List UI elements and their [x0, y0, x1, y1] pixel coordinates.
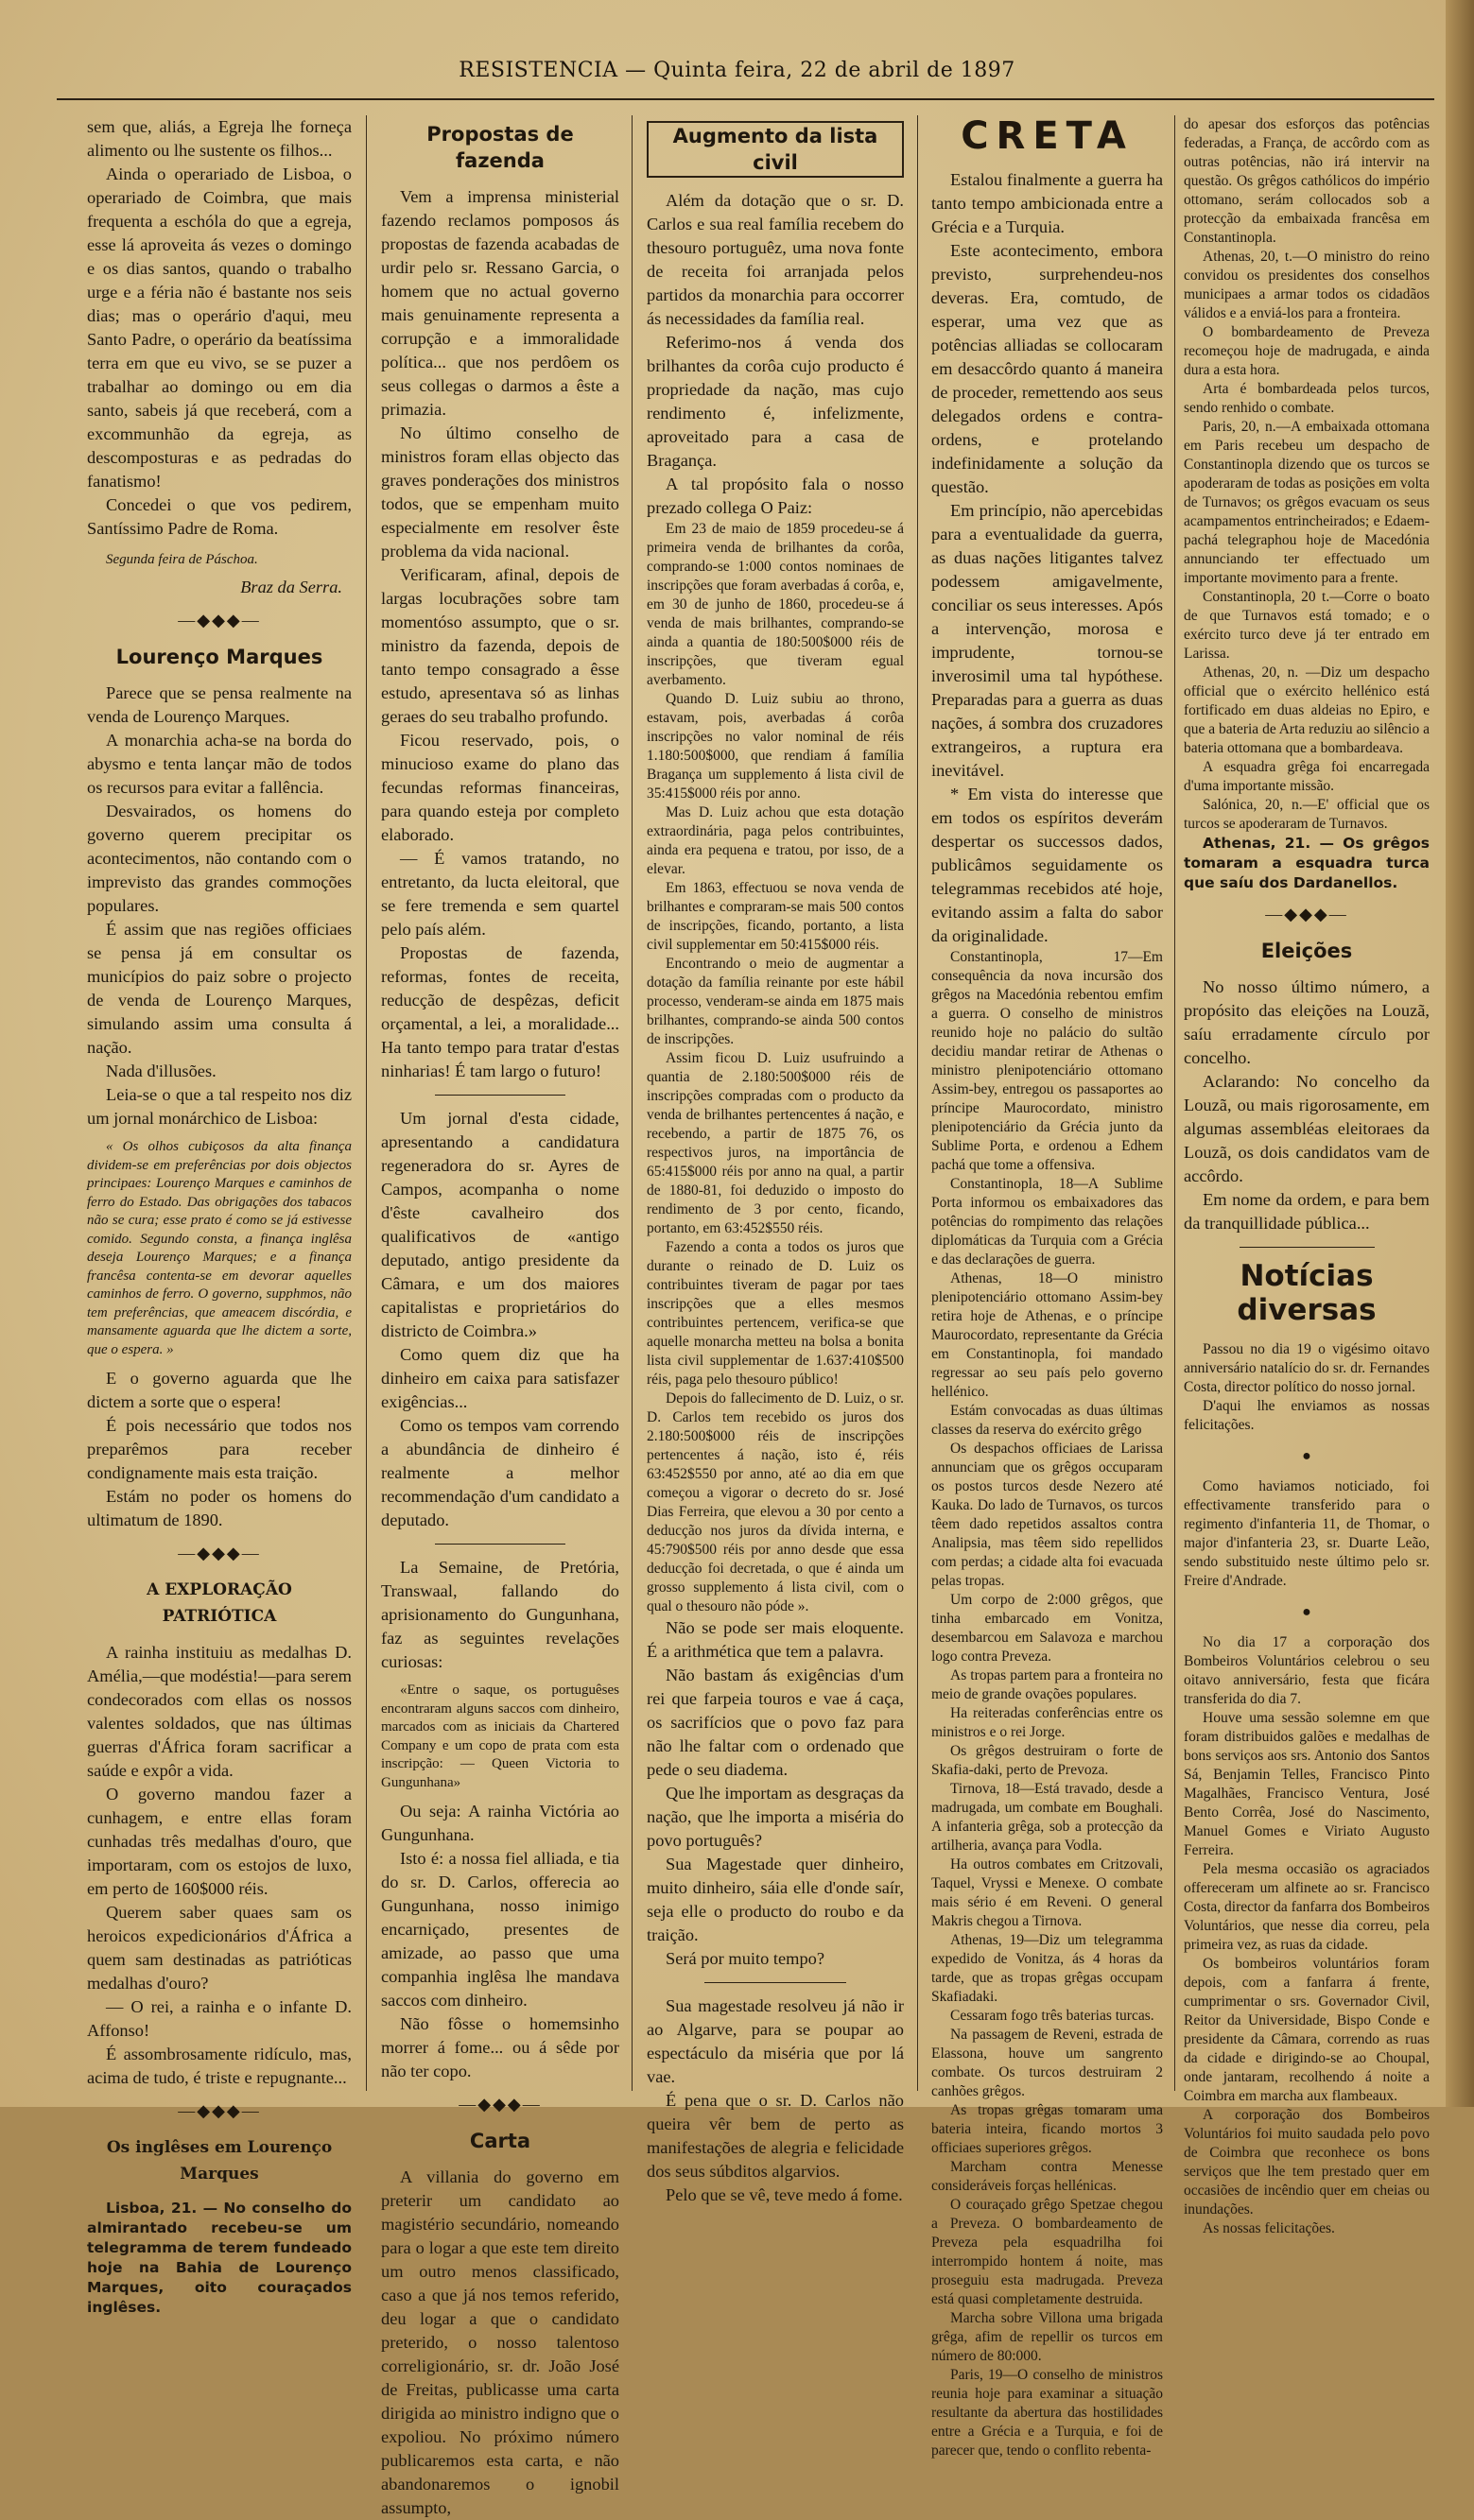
telegram: Paris, 20, n.—A embaixada ottomana em Paris recebeu um despacho de Constantinopla dizendo que os turcos se apoderaram de todas as posições em volta de Turnavos; os grêgos evacuam os seus acampamentos entrincheirados; e Edaem-pachá telegraphou hoje de Macedónia annunciando ter effectuado um importante movimento para a frente.: [1184, 419, 1430, 586]
telegram: Cessaram fogo três baterias turcas.: [950, 2008, 1154, 2024]
paragraph: — É vamos tratando, no entretanto, da lucta eleitoral, que se fere tremenda e sem quartel pelo país além.: [381, 849, 619, 939]
paragraph: É assombrosamente ridículo, mas, acima de tudo, é triste e repugnante...: [87, 2045, 352, 2087]
news-item: Como haviamos noticiado, foi effectivamente transferido para o regimento d'infanteria 11, de Thomar, o major d'infanteria 23, sr. Duarte Leão, sendo substituido neste último pelo sr. Freire d'Andrade.: [1184, 1478, 1430, 1589]
telegram: Tirnova, 18—Está travado, desde a madrugada, um combate em Boughali. A infanteria grêga, sob a protecção da artilheria, avança para Vodla.: [931, 1781, 1163, 1854]
paragraph: Ainda o operariado de Lisboa, o operariado de Coimbra, que mais frequenta a eschóla do que a egreja, esse lá aproveita ás vezes o domingo e os dias santos, quando o trabalho urge e a féria não é bastante nos seis dias; mas o operário d'aqui, meu Santo Padre, o operário da beatíssima terra em que eu vivo, se se puzer a trabalhar ao domingo ou em dia santo, sabeis já que receberá, com a excommunhão da egreja, as descomposturas e as pedradas do fanatismo!: [87, 164, 352, 491]
paragraph: La Semaine, de Pretória, Transwaal, fallando do aprisionamento do Gungunhana, faz as seguintes revelações curiosas:: [381, 1558, 619, 1671]
telegram: Athenas, 20, n. —Diz um despacho official que o exército hellénico está fortificado em duas aldeias no Epiro, e que a bateria de Arta reduziu ao silêncio a bateria ottomana que a bombardeava.: [1184, 665, 1430, 756]
signature: Braz da Serra.: [240, 578, 342, 596]
paragraph: Estalou finalmente a guerra ha tanto tempo ambicionada entre a Grécia e a Turquia.: [931, 170, 1163, 236]
bullet-separator: ●: [1302, 1604, 1311, 1620]
paragraph: Um jornal d'esta cidade, apresentando a candidatura regeneradora do sr. Ayres de Campos, acompanha o nome d'êste cavalheiro dos qualificativos de «antigo deputado, antigo presidente da Câmara, e um dos maiores capitalistas e proprietários do districto de Coimbra.»: [381, 1109, 619, 1340]
paragraph: sem que, aliás, a Egreja lhe forneça alimento ou lhe sustente os filhos...: [87, 117, 352, 160]
section-ornament: —◆◆◆—: [178, 1544, 261, 1562]
paragraph: Este acontecimento, embora previsto, surprehendeu-nos deveras. Era, comtudo, de esperar, uma vez que as potências alliadas se collocaram em desaccôrdo quanto á maneira de proceder, remettendo aos seus delegados ordens e contra-ordens, e protelando indefinidamente a solução da questão.: [931, 241, 1163, 496]
column-3: [647, 115, 904, 2204]
heading-noticias-diversas: Notícias diversas: [1237, 1259, 1377, 1327]
paragraph: Não se pode ser mais eloquente. É a arithmética que tem a palavra.: [647, 1618, 904, 1661]
quotation: «Entre o saque, os portuguêses encontraram alguns saccos com dinheiro, marcados com as iniciais da Chartered Company e um copo de prata com esta inscripção: — Queen Victoria to Gungunhana»: [381, 1683, 619, 1790]
section-ornament: —◆◆◆—: [178, 611, 261, 630]
news-item: Pela mesma occasião os agraciados offereceram um alfinete ao sr. Francisco Costa, director da fanfarra dos Bombeiros Voluntários, que nesse dia correu, pela primeira vez, as ruas da cidade.: [1184, 1861, 1430, 1953]
paragraph: Ficou reservado, pois, o minucioso exame do plano das fecundas reformas financeiras, para quando esteja por completo elaborado.: [381, 731, 619, 844]
news-item: No dia 17 a corporação dos Bombeiros Voluntários celebrou o seu oitavo anniversário, festa que ficára transferida do dia 7.: [1184, 1634, 1430, 1707]
paragraph: Propostas de fazenda, reformas, fontes de receita, reducção de despêzas, deficit orçamental, a lei, a moralidade... Ha tanto tempo para tratar d'estas ninharias! É tam largo o futuro!: [381, 943, 619, 1080]
paragraph: * Em vista do interesse que em todos os espíritos deverám despertar os successos dados, publicâmos seguidamente os telegrammas recebidos até hoje, evitando assim a falta do sabor da originalidade.: [931, 785, 1163, 945]
paragraph: E o governo aguarda que lhe dictem a sorte que o espera!: [87, 1369, 352, 1411]
column-2: [381, 115, 619, 2517]
paragraph: Ou seja: A rainha Victória ao Gungunhana.: [381, 1802, 619, 1844]
paragraph: Desvairados, os homens do governo querem precipitar os acontecimentos, não contando com o imprevisto das grandes commoções populares.: [87, 802, 352, 915]
telegram: Paris, 19—O conselho de ministros reunia hoje para examinar a situação resultante da abertura das hostilidades entre a Grécia e a Turquia, e foi de parecer que, tendo o conflito rebenta-: [931, 2367, 1163, 2459]
paragraph: Como quem diz que ha dinheiro em caixa para satisfazer exigências...: [381, 1345, 619, 1411]
telegram: A esquadra grêga foi encarregada d'uma importante missão.: [1184, 759, 1430, 794]
paragraph: Nada d'illusões.: [106, 1062, 217, 1080]
heading-creta: CRETA: [961, 114, 1134, 158]
paragraph: Em princípio, não apercebidas para a eventualidade da guerra, as duas nações litigantes talvez podessem amigavelmente, conciliar os seus interesses. Após a intervenção, morosa e imprudente, tornou-se inverosimil uma tal hypóthese. Preparadas para a guerra as duas nações, á sombra dos cruzadores extrangeiros, a ruptura era inevitável.: [931, 501, 1163, 780]
quotation: « Os olhos cubiçosos da alta finança dividem-se em preferências por dois objectos principaes: Lourenço Marques e caminhos de ferro do Estado. Das obrigações dos tabacos não se cura; esse prato é como se já estivesse comido. Segundo consta, a finança inglêsa deseja Lourenço Marques; e a finança francêsa contenta-se em devorar aquelles caminhos de ferro. O governo, supphmos, não tem preferências, que ameacem discórdia, e mansamente aguarda que lhe dictem a sorte, que o espera. »: [87, 1139, 352, 1357]
paragraph: Aclarando: No concelho da Louzã, ou mais rigorosamente, em algumas assembléas eleitoraes da Louzã, os dois candidatos vam de accôrdo.: [1184, 1072, 1430, 1185]
news-item: Passou no dia 19 o vigésimo oitavo anniversário natalício do sr. dr. Fernandes Costa, director político do nosso jornal.: [1184, 1341, 1430, 1395]
quoted-paragraph: Assim ficou D. Luiz usufruindo a quantia de 2.180:500$000 réis de inscripções compradas com o producto da venda de brilhantes pertencentes á nação, e recebendo, a partir de 1875 76, os respectivos juros, na importância de 65:415$000 réis por anno na qual, a partir de 1880-81, foi deduzido o imposto do rendimento de 3 por cento, ficando, portanto, em 63:452$550 réis.: [647, 1050, 904, 1236]
news-item: Houve uma sessão solemne em que foram distribuidos galões e medalhas de bons serviços aos srs. Antonio dos Santos Sá, Benjamin Telles, Francisco Pinto Magalhães, Francisco Ventura, José Bento Corrêa, José do Nascimento, Manuel Gomes e Viriato Augusto Ferreira.: [1184, 1710, 1430, 1858]
quoted-paragraph: Mas D. Luiz achou que esta dotação extraordinária, paga pelos contribuintes, ainda era pequena e tratou, por isso, de a elevar.: [647, 804, 904, 877]
paragraph: Estám no poder os homens do ultimatum de 1890.: [87, 1487, 352, 1529]
telegram: Marcha sobre Villona uma brigada grêga, afim de repellir os turcos em número de 80:000.: [931, 2310, 1163, 2364]
separator-rule: [704, 1982, 846, 1983]
page-edge: [1446, 0, 1474, 2107]
heading-inglezes: Os inglêses em Lourenço Marques: [106, 2138, 333, 2183]
telegram: O bombardeamento de Preveza recomeçou hoje de madrugada, e ainda dura a esta hora.: [1184, 324, 1430, 378]
heading-propostas: Propostas de fazenda: [426, 123, 574, 172]
paragraph: A tal propósito fala o nosso prezado collega O Paiz:: [647, 475, 904, 517]
paragraph: O governo mandou fazer a cunhagem, e entre ellas foram cunhadas três medalhas d'ouro, que importaram, com os estojos de luxo, em perto de 160$000 réis.: [87, 1785, 352, 1898]
telegram: As tropas partem para a fronteira no meio de grande ovações populares.: [931, 1667, 1163, 1702]
page-header: RESISTENCIA — Quinta feira, 22 de abril de 1897: [459, 59, 1015, 82]
column-divider: [632, 115, 633, 2091]
paragraph: É assim que nas regiões officiaes se pensa já em consultar os municípios do paiz sobre o projecto de venda de Lourenço Marques, simulando assim uma consulta á nação.: [87, 920, 352, 1057]
paragraph: Em nome da ordem, e para bem da tranquillidade pública...: [1184, 1190, 1430, 1233]
paragraph: É pois necessário que todos nos preparêmos para receber condignamente mais esta traição.: [87, 1416, 352, 1482]
telegram: Marcham contra Menesse consideráveis forças hellénicas.: [931, 2159, 1163, 2194]
paragraph: Pelo que se vê, teve medo á fome.: [666, 2185, 903, 2204]
news-item: As nossas felicitações.: [1203, 2220, 1335, 2236]
column-4: [931, 114, 1163, 2459]
separator-rule: [435, 1544, 566, 1545]
telegram: Salónica, 20, n.—E' official que os turcos se apoderaram de Turnavos.: [1184, 797, 1430, 832]
telegram: Constantinopla, 20 t.—Corre o boato de que Turnavos está tomado; e o exército turco deve já ter entrado em Larissa.: [1184, 589, 1430, 662]
news-item: D'aqui lhe enviamos as nossas felicitações.: [1184, 1398, 1430, 1433]
paragraph: Referimo-nos á venda dos brilhantes da corôa cujo producto é propriedade da nação, mas cujo rendimento é, infelizmente, aproveitado para a casa de Bragança.: [647, 333, 904, 470]
telegram: Um corpo de 2:000 grêgos, que tinha embarcado em Vonitza, desembarcou em Salavoza e marchou logo contra Preveza.: [931, 1592, 1163, 1665]
paragraph: Não bastam ás exigências d'um rei que farpeia touros e vae á caça, os sacrifícios que o povo faz para não lhe faltar com o ordenado que pede o seu diadema.: [647, 1666, 904, 1779]
paragraph: No último conselho de ministros foram ellas objecto das graves ponderações dos ministros todos, que se empenham muito especialmente em resolver êste problema da vida nacional.: [381, 423, 619, 561]
column-divider: [1174, 115, 1175, 2091]
heading-lourenco-marques: Lourenço Marques: [115, 646, 323, 668]
telegram: do apesar dos esforços das potências federadas, a França, de accôrdo com as outras potências, não irá intervir na questão. Os grêgos cathólicos do império ottomano, serám collocados sob a protecção da embaixada francêsa em Constantinopla.: [1184, 116, 1430, 246]
news-flash: Lisboa, 21. — No conselho do almirantado recebeu-se um telegramma de terem fundeado hoje na Bahia de Lourenço Marques, oito couraçados inglêses.: [87, 2200, 352, 2316]
heading-eleicoes: Eleições: [1260, 940, 1353, 962]
telegram: O couraçado grêgo Spetzae chegou a Preveza. O bombardeamento de Preveza pela esquadrilha foi interrompido hontem á noite, mas proseguiu esta madrugada. Preveza está quasi completamente destruida.: [931, 2197, 1163, 2307]
quoted-paragraph: Depois do fallecimento de D. Luiz, o sr. D. Carlos tem recebido os juros dos 2.180:500$000 réis de inscripções pertencentes á nação, isto é, réis 63:452$550 por anno, até ao dia em que começou a vigorar o decreto do sr. José Dias Ferreira, que elevou a 30 por cento a deducção nos juros da dívida interna, e 45:790$500 réis por anno desde que essa deducção foi decretada, o que é ainda um grosso supplemento á lista civil, com o qual o thesouro não póde ».: [647, 1390, 904, 1614]
paragraph: Sua magestade resolveu já não ir ao Algarve, para se poupar ao espectáculo da miséria que por lá vae.: [647, 1996, 904, 2086]
paragraph: Parece que se pensa realmente na venda de Lourenço Marques.: [87, 683, 352, 726]
paragraph: Não fôsse o homemsinho morrer á fome... ou á sêde por não ter copo.: [381, 2014, 619, 2080]
telegram: Estám convocadas as duas últimas classes da reserva do exército grêgo: [931, 1403, 1163, 1438]
header-rule: [57, 98, 1434, 100]
separator-rule: [1240, 1247, 1375, 1248]
telegram: Ha reiteradas conferências entre os ministros e o rei Jorge.: [931, 1705, 1163, 1740]
paragraph: No nosso último número, a propósito das eleições na Louzã, saíu erradamente círculo por concelho.: [1184, 977, 1430, 1067]
column-5: [1184, 115, 1430, 2236]
column-1: [87, 115, 352, 2316]
quoted-paragraph: Fazendo a conta a todos os juros que durante o reinado de D. Luiz os contribuintes tiveram de pagar por taes inscripções que a elles mesmos contribuintes pertencem, verifica-se que aquelle monarcha metteu na bolsa a bonita lista civil supplementar de 1.637:410$500 réis, paga pelo thesouro público!: [647, 1239, 904, 1388]
paragraph: A monarchia acha-se na borda do abysmo e tenta lançar mão de todos os recursos para evitar a fallência.: [87, 731, 352, 797]
quoted-paragraph: Encontrando o meio de augmentar a dotação da família reinante por este hábil processo, venderam-se ainda em 1875 mais brilhantes, comprando-se ainda 500 contos de inscripções.: [647, 956, 904, 1047]
telegram: Athenas, 19—Diz um telegramma expedido de Vonitza, ás 4 horas da tarde, que as tropas grêgas occupam Skafiadaki.: [931, 1932, 1163, 2005]
telegram: Os grêgos destruiram o forte de Skafia-daki, perto de Prevoza.: [931, 1743, 1163, 1778]
news-flash: Athenas, 21. — Os grêgos tomaram a esquadra turca que saíu dos Dardanellos.: [1184, 835, 1430, 891]
heading-carta: Carta: [469, 2130, 531, 2152]
bullet-separator: ●: [1302, 1448, 1311, 1464]
telegram: Athenas, 18—O ministro plenipotenciário ottomano Assim-bey retira hoje de Athenas, e o príncipe Maurocordato, representante da Grécia em Constantinopla, foi mandado regressar ao seu país pelo governo hellénico.: [931, 1270, 1163, 1400]
separator-rule: [435, 1095, 566, 1096]
section-ornament: —◆◆◆—: [459, 2095, 542, 2114]
telegram: Athenas, 20, t.—O ministro do reino convidou os presidentes dos conselhos municipaes a armar todos os cidadãos válidos e a enviá-los para a fronteira.: [1184, 249, 1430, 321]
paragraph: — O rei, a rainha e o infante D. Affonso!: [87, 1997, 352, 2040]
paragraph: É pena que o sr. D. Carlos não queira vêr bem de perto as manifestações de alegria e felicidade dos seus súbditos algarvios.: [647, 2091, 904, 2181]
paragraph: A villania do governo em preterir um candidato ao magistério secundário, nomeando para o logar a que este tem direito um outro menos classificado, caso a que já nos temos referido, deu logar a que o candidato preterido, o nosso talentoso correligionário, sr. dr. João José de Freitas, publicasse uma carta dirigida ao ministro indigno que o expoliou. No próximo número publicaremos esta carta, e não abandonaremos o ignobil assumpto,: [381, 2167, 619, 2517]
section-ornament: —◆◆◆—: [178, 2101, 261, 2120]
paragraph: Leia-se o que a tal respeito nos diz um jornal monárchico de Lisboa:: [87, 1085, 352, 1128]
telegram: Ha outros combates em Critzovali, Taquel, Vryssi e Menexe. O combate mais sério é em Reveni. O general Makris chegou a Tirnova.: [931, 1856, 1163, 1929]
paragraph: Isto é: a nossa fiel alliada, e tia do sr. D. Carlos, offerecia ao Gungunhana, nosso inimigo encarniçado, presentes de amizade, ao passo que uma companhia inglêsa lhe mandava saccos com dinheiro.: [381, 1849, 619, 2010]
paragraph: Será por muito tempo?: [666, 1949, 825, 1968]
column-divider: [917, 115, 918, 2091]
news-item: Os bombeiros voluntários foram depois, com a fanfarra á frente, cumprimentar o srs. Governador Civil, Reitor da Universidade, Bispo Conde e presidente da Câmara, correndo as ruas da cidade e dirigindo-se ao Choupal, onde jantaram, recolhendo á noite a Coimbra em marcha aux flambeaux.: [1184, 1956, 1430, 2104]
paragraph: Vem a imprensa ministerial fazendo reclamos pomposos ás propostas de fazenda acabadas de urdir pelo sr. Ressano Garcia, o homem que no actual governo mais genuinamente representa a corrupção e a immoralidade política... que nos perdôem os seus collegas o darmos a êste a primazia.: [381, 187, 619, 419]
column-divider: [366, 115, 367, 2091]
telegram: Constantinopla, 17—Em consequência da nova incursão dos grêgos na Macedónia rebentou emfim a guerra. O conselho de ministros reunido hoje no palácio do sultão decidiu mandar retirar de Athenas o ministro plenipotenciário ottomano Assim-bey, entregou os passaportes ao príncipe Maurocordato, ministro plenipotenciário da Grécia junto da Sublime Porta, e ordenou a Edhem pachá que tome a offensiva.: [931, 949, 1163, 1173]
paragraph: Além da dotação que o sr. D. Carlos e sua real família recebem do thesouro portuguêz, uma nova fonte de receita foi arranjada pelos partidos da monarchia para occorrer ás necessidades da família real.: [647, 191, 904, 328]
paragraph: Verificaram, afinal, depois de largas locubrações sobre tam momentóso assumpto, que o sr. ministro da fazenda, depois de tanto tempo consagrado a êsse estudo, apresentava só as linhas geraes do seu trabalho profundo.: [381, 565, 619, 726]
paragraph: Como os tempos vam correndo a abundância de dinheiro é realmente a melhor recommendação d'um candidato a deputado.: [381, 1416, 619, 1529]
telegram: Na passagem de Reveni, estrada de Elassona, houve um sangrento combate. Os turcos destruiram 2 canhões grêgos.: [931, 2027, 1163, 2099]
heading-augmento: Augmento da lista civil: [647, 121, 904, 178]
section-ornament: —◆◆◆—: [1265, 905, 1348, 923]
telegram: As tropas grêgas tomaram uma bateria inteira, ficando mortos 3 officiaes superiores grêgos.: [931, 2102, 1163, 2156]
telegram: Arta é bombardeada pelos turcos, sendo renhido o combate.: [1184, 381, 1430, 416]
news-item: A corporação dos Bombeiros Voluntários foi muito saudada pelo povo de Coimbra que reconhece os bons serviços que lhe tem prestado quer em occasiões de incêndio quer em cheias ou inundações.: [1184, 2107, 1430, 2218]
quoted-paragraph: Em 1863, effectuou se nova venda de brilhantes e compraram-se mais 500 contos de inscripções, ficando, portanto, a lista civil supplementar em 50:415$000 réis.: [647, 880, 904, 953]
quoted-paragraph: Em 23 de maio de 1859 procedeu-se á primeira venda de brilhantes da corôa, comprando-se 1:000 contos nominaes de inscripções que foram averbadas á corôa, e, em 30 de junho de 1860, procedeu-se á venda de mais brilhantes, comprando-se ainda a quantia de 180:500$000 réis de inscripções, que tiveram egual averbamento.: [647, 521, 904, 688]
dateline: Segunda feira de Páschoa.: [106, 552, 258, 567]
telegram: Os despachos officiaes de Larissa annunciam que os grêgos occuparam os postos turcos desde Nezero até Kauka. Do lado de Turnavos, os turcos têem dado repetidos assaltos contra Analipsia, mas têem sido repellidos com perdas; a cidade alta foi evacuada pelas tropas.: [931, 1441, 1163, 1589]
paragraph: Sua Magestade quer dinheiro, muito dinheiro, sáia elle d'onde saír, seja elle o producto do roubo e da traição.: [647, 1855, 904, 1944]
paragraph: Querem saber quaes sam os heroicos expedicionários d'África a quem sam destinadas as patrióticas medalhas d'ouro?: [87, 1903, 352, 1993]
telegram: Constantinopla, 18—A Sublime Porta informou os embaixadores das potências do rompimento das relações diplomáticas da Turquia com a Grécia e das declarações de guerra.: [931, 1176, 1163, 1268]
paragraph: Concedei o que vos pedirem, Santíssimo Padre de Roma.: [87, 495, 352, 538]
quoted-paragraph: Quando D. Luiz subiu ao throno, estavam, pois, averbadas á corôa inscripções no valor nominal de réis 1.180:500$000, que rendiam á família Bragança um supplemento á lista civil de 35:415$000 réis por anno.: [647, 691, 904, 802]
paragraph: Que lhe importam as desgraças da nação, que lhe importa a miséria do povo português?: [647, 1784, 904, 1850]
heading-exploracao-patriotica: A EXPLORAÇÃO PATRIÓTICA: [147, 1580, 292, 1626]
paragraph: A rainha instituiu as medalhas D. Amélia,—que modéstia!—para serem condecorados com ellas os nossos valentes soldados, que nas últimas guerras d'África foram sacrificar a saúde e expôr a vida.: [87, 1643, 352, 1780]
